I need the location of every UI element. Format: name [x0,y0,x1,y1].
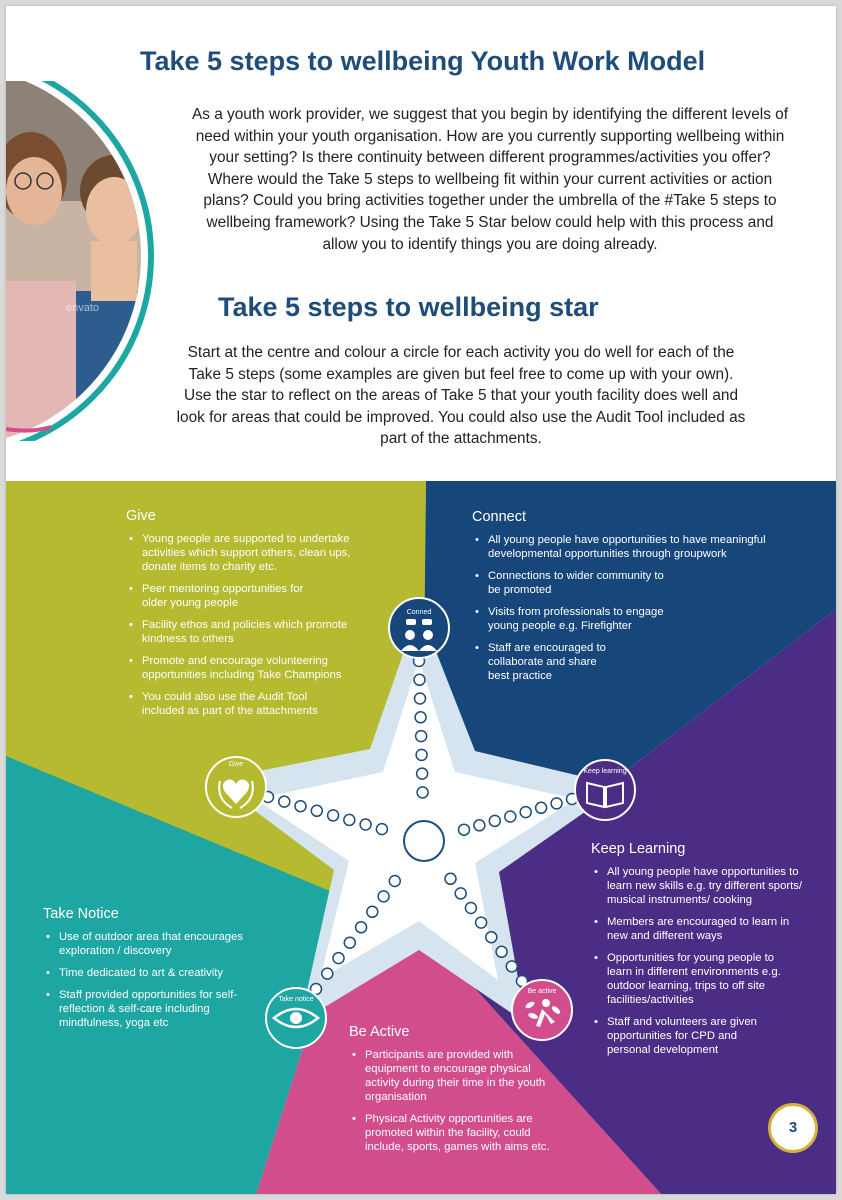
star-intro-line: Use the star to reflect on the areas of Take 5 that your youth facility does well and [183,387,739,405]
tracker-dot[interactable] [295,801,306,812]
star-heading: Take 5 steps to wellbeing star [218,292,599,322]
list-item: • Members are encouraged to learn in new and different ways [607,915,797,943]
give-list [126,532,376,718]
be-active-badge-label: Be active [527,988,557,995]
list-item: • Staff are encouraged to collaborate and share best practice [488,641,618,683]
list-item: • Use of outdoor area that encourages exploration / discovery [59,930,269,958]
intro-line: allow you to identify things you are doing already. [322,235,658,253]
take-notice-list [43,930,273,1030]
intro-line: Where would the Take 5 steps to wellbeing fit within your current activities or action [207,170,773,188]
list-item: • Time dedicated to art & creativity [59,966,269,980]
give-section [126,508,376,726]
star-centre-circle [404,821,444,861]
star-intro-line: part of the attachments. [380,430,542,448]
tracker-dot[interactable] [389,876,400,887]
tracker-dot[interactable] [416,731,427,742]
list-item: • Staff provided opportunities for self-reflection & self-care including mindfulness, yoga etc [59,988,249,1030]
tracker-dot[interactable] [465,903,476,914]
tracker-dot[interactable] [279,796,290,807]
take-notice-badge [266,988,326,1048]
be-active-title: Be Active [349,1024,410,1040]
tracker-dot[interactable] [367,906,378,917]
tracker-dot[interactable] [506,961,517,972]
tracker-dot[interactable] [344,814,355,825]
tracker-dot[interactable] [311,805,322,816]
intro-line: your setting? Is there continuity between different programmes/activities you offer? [209,149,771,167]
tracker-dot[interactable] [378,891,389,902]
list-item: • Opportunities for young people to learn in different environments e.g. outdoor learning, trips to off site facilities/activities [607,951,797,1007]
tracker-dot[interactable] [333,953,344,964]
list-item: • All young people have opportunities to learn new skills e.g. try different sports/ musical instruments/ cooking [607,865,819,907]
tracker-dot[interactable] [455,888,466,899]
be-active-list [349,1048,549,1154]
star-intro-line: Take 5 steps (some examples are given but feel free to come up with your own). [188,365,734,383]
tracker-dot[interactable] [328,810,339,821]
tracker-dot[interactable] [520,807,531,818]
list-item: • Physical Activity opportunities are promoted within the facility, could include, sports, games with aims etc. [365,1112,550,1154]
take-notice-title: Take Notice [43,906,119,922]
tracker-dot[interactable] [416,749,427,760]
list-item: • Staff and volunteers are given opportunities for CPD and personal development [607,1015,777,1057]
keep-learning-title: Keep Learning [591,841,686,857]
page-number: 3 [768,1103,818,1153]
intro-line: need within your youth organisation. How are you currently supporting wellbeing within [195,127,785,145]
be-active-section [349,1024,549,1162]
take-notice-badge-label: Take notice [278,996,314,1003]
list-item: • You could also use the Audit Tool included as part of the attachments [142,690,342,718]
give-title: Give [126,508,156,524]
tracker-dot[interactable] [445,873,456,884]
tracker-dot[interactable] [376,824,387,835]
list-item: • Participants are provided with equipment to encourage physical activity during their time in the youth organisation [365,1048,555,1104]
tracker-dot[interactable] [360,819,371,830]
star-intro-line: Start at the centre and colour a circle for each activity you do well for each of the [187,344,735,361]
connect-badge-label: Conned [406,609,432,616]
star-intro-paragraph [136,342,786,450]
tracker-dot[interactable] [417,768,428,779]
keep-learning-list [591,865,831,1057]
star-intro-line: look for areas that could be improved. You could also use the Audit Tool included as [176,408,746,426]
list-item: • Facility ethos and policies which promote kindness to others [142,618,364,646]
keep-learning-section [591,841,831,1065]
connect-list [472,533,812,683]
youth-photo [6,81,156,441]
connect-title: Connect [472,509,527,525]
intro-line: As a youth work provider, we suggest that you begin by identifying the different levels of [191,106,789,123]
tracker-dot[interactable] [536,802,547,813]
give-badge [206,757,266,817]
take5-star-graphic [6,481,836,1194]
tracker-dot[interactable] [356,922,367,933]
tracker-dot[interactable] [459,824,470,835]
take-notice-section [43,906,273,1038]
list-item: • Peer mentoring opportunities for older young people [142,582,322,610]
list-item: • Promote and encourage volunteering opportunities including Take Champions [142,654,342,682]
connect-section [472,509,812,691]
tracker-dot[interactable] [474,820,485,831]
tracker-dot[interactable] [417,787,428,798]
keep-learning-badge [575,760,635,820]
tracker-dot[interactable] [344,937,355,948]
tracker-dot[interactable] [496,946,507,957]
keep-learning-badge-label: Keep learning [583,768,627,775]
connect-badge [389,598,449,658]
tracker-dot[interactable] [415,693,426,704]
tracker-dot[interactable] [551,798,562,809]
tracker-dot[interactable] [486,932,497,943]
tracker-dot[interactable] [489,815,500,826]
list-item: • All young people have opportunities to have meaningful developmental opportunities through groupwork [488,533,803,561]
list-item: • Visits from professionals to engage young people e.g. Firefighter [488,605,678,633]
tracker-dot[interactable] [415,712,426,723]
give-badge-label: Give [228,761,244,768]
tracker-dot[interactable] [414,674,425,685]
tracker-dot[interactable] [476,917,487,928]
document-page [6,6,836,1194]
list-item: • Connections to wider community to be promoted [488,569,678,597]
intro-line: plans? Could you bring activities together under the umbrella of the #Take 5 steps to [203,192,777,210]
svg-text:envato: envato [66,302,100,314]
tracker-dot[interactable] [322,968,333,979]
tracker-dot[interactable] [505,811,516,822]
page-heading: Take 5 steps to wellbeing Youth Work Model [140,46,706,76]
list-item: • Young people are supported to undertake activities which support others, clean ups, donate items to charity etc. [142,532,364,574]
intro-line: wellbeing framework? Using the Take 5 Star below could help with this process and [206,213,774,231]
intro-paragraph [174,104,806,255]
